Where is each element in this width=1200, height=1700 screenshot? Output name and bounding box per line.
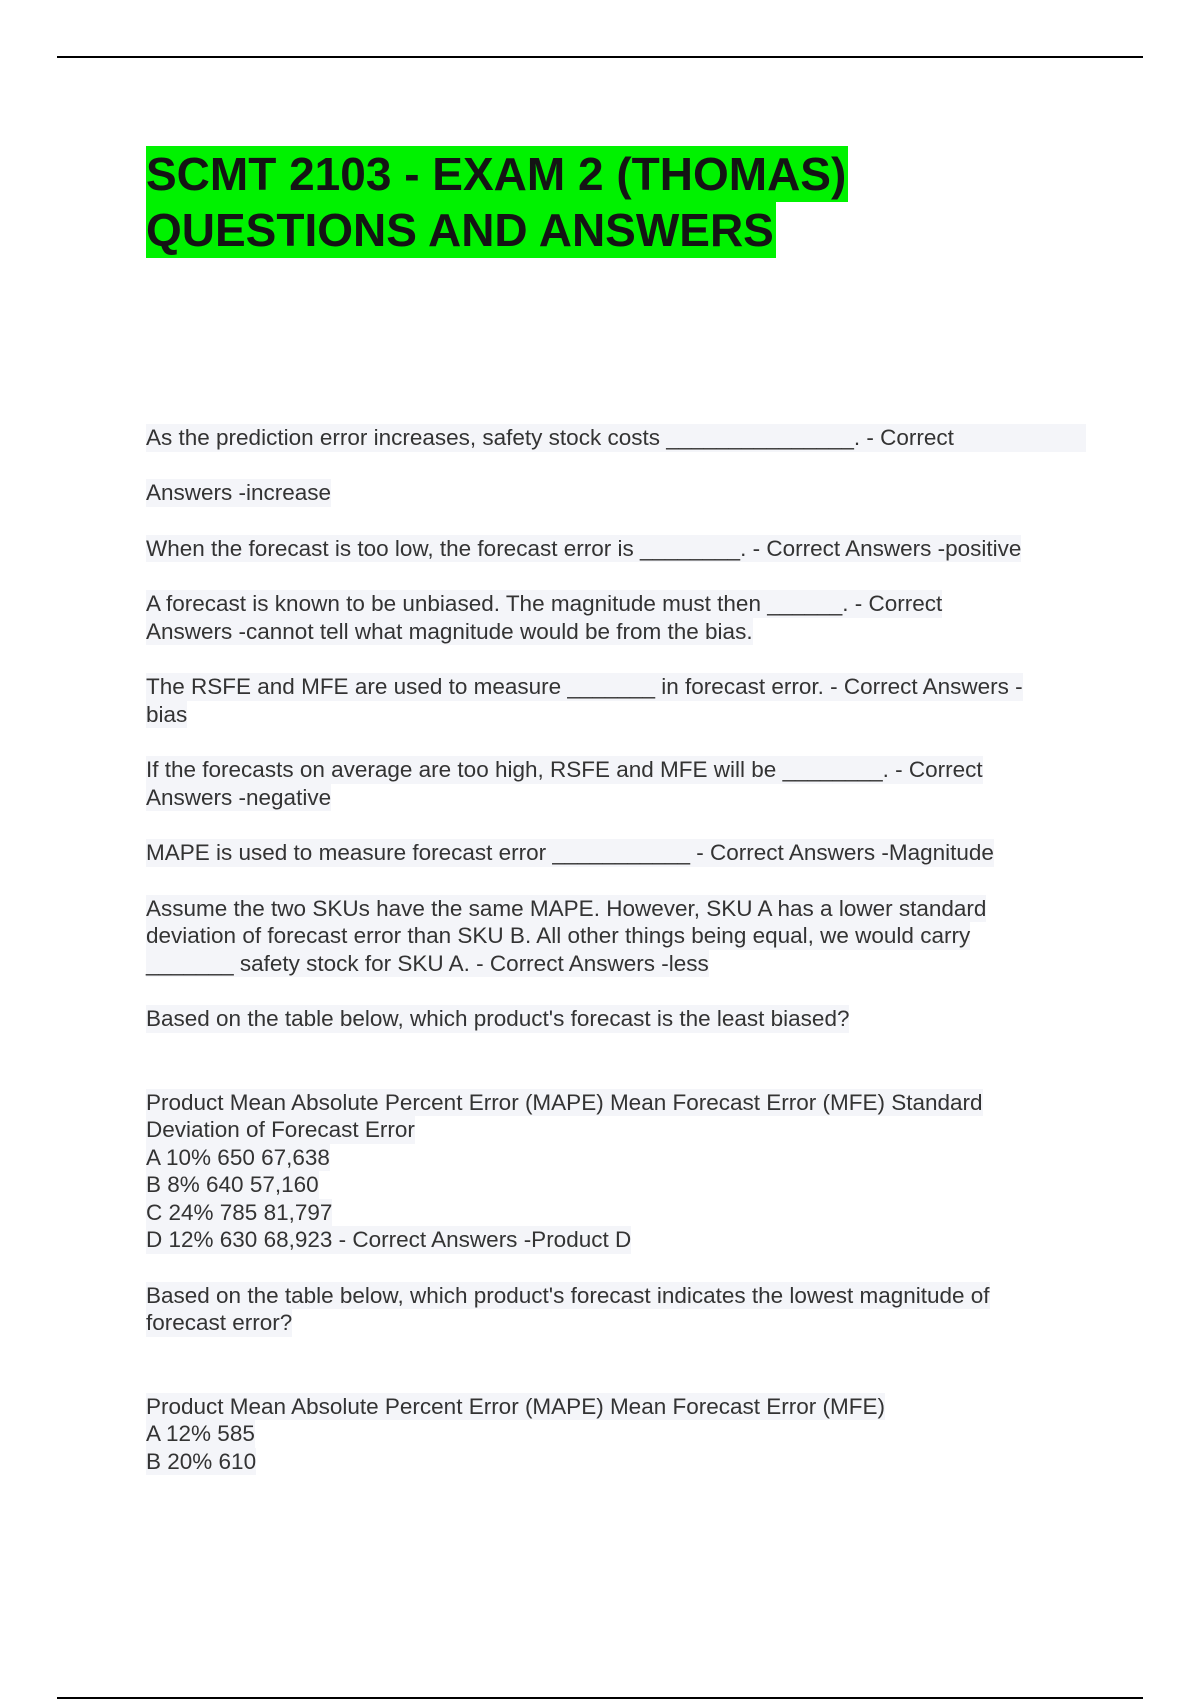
qa-item [146, 424, 1086, 507]
qa-line: Based on the table below, which product's forecast is the least biased? [146, 1006, 850, 1031]
qa-line: Assume the two SKUs have the same MAPE. However, SKU A has a lower standard [146, 895, 987, 921]
qa-item [146, 673, 1086, 728]
spacer [146, 1033, 1086, 1089]
qa-item [146, 895, 1086, 978]
spacer [146, 1337, 1086, 1393]
qa-table-block [146, 1393, 1086, 1476]
qa-line: A forecast is known to be unbiased. The magnitude must then ______. - Correct [146, 591, 943, 616]
qa-item [146, 535, 1086, 563]
qa-line: _______ safety stock for SKU A. - Correct Answers -less [146, 950, 709, 976]
table-line: B 8% 640 57,160 [146, 1172, 319, 1197]
table-line: B 20% 610 [146, 1448, 257, 1474]
title-line-2: QUESTIONS AND ANSWERS [146, 204, 774, 256]
qa-line: If the forecasts on average are too high, RSFE and MFE will be ________. - Correct [146, 757, 983, 782]
title-line-1: SCMT 2103 - EXAM 2 (THOMAS) [146, 148, 847, 200]
qa-line: deviation of forecast error than SKU B. All other things being equal, we would carry [146, 923, 971, 948]
top-rule [57, 56, 1143, 58]
qa-line: forecast error? [146, 1310, 293, 1335]
qa-content [146, 424, 1086, 1503]
qa-line: Answers -cannot tell what magnitude would be from the bias. [146, 618, 753, 644]
qa-line: Answers -increase [146, 480, 332, 505]
qa-line: When the forecast is too low, the forecast error is ________. - Correct Answers -positive [146, 535, 1022, 561]
document-title [146, 146, 848, 258]
table-line: A 10% 650 67,638 [146, 1144, 330, 1170]
table-line: Product Mean Absolute Percent Error (MAPE) Mean Forecast Error (MFE) Standard [146, 1089, 983, 1115]
bottom-rule [57, 1697, 1143, 1699]
qa-line: bias [146, 701, 188, 727]
qa-line: As the prediction error increases, safety stock costs _______________. - Correct [146, 424, 1086, 452]
qa-item-table-question [146, 1005, 1086, 1033]
qa-table-block [146, 1089, 1086, 1254]
qa-item [146, 756, 1086, 811]
table-line: Product Mean Absolute Percent Error (MAPE) Mean Forecast Error (MFE) [146, 1393, 885, 1419]
qa-line: Based on the table below, which product's forecast indicates the lowest magnitude of [146, 1282, 990, 1308]
table-line: A 12% 585 [146, 1421, 255, 1446]
qa-item [146, 839, 1086, 867]
qa-line: Answers -negative [146, 784, 332, 810]
table-line: C 24% 785 81,797 [146, 1199, 333, 1225]
qa-item [146, 590, 1086, 645]
table-line: Deviation of Forecast Error [146, 1117, 415, 1142]
qa-line: The RSFE and MFE are used to measure _______ in forecast error. - Correct Answers - [146, 674, 1023, 699]
qa-item-table-question [146, 1282, 1086, 1337]
qa-line: MAPE is used to measure forecast error ___________ - Correct Answers -Magnitude [146, 840, 994, 865]
table-line: D 12% 630 68,923 - Correct Answers -Product D [146, 1227, 632, 1252]
